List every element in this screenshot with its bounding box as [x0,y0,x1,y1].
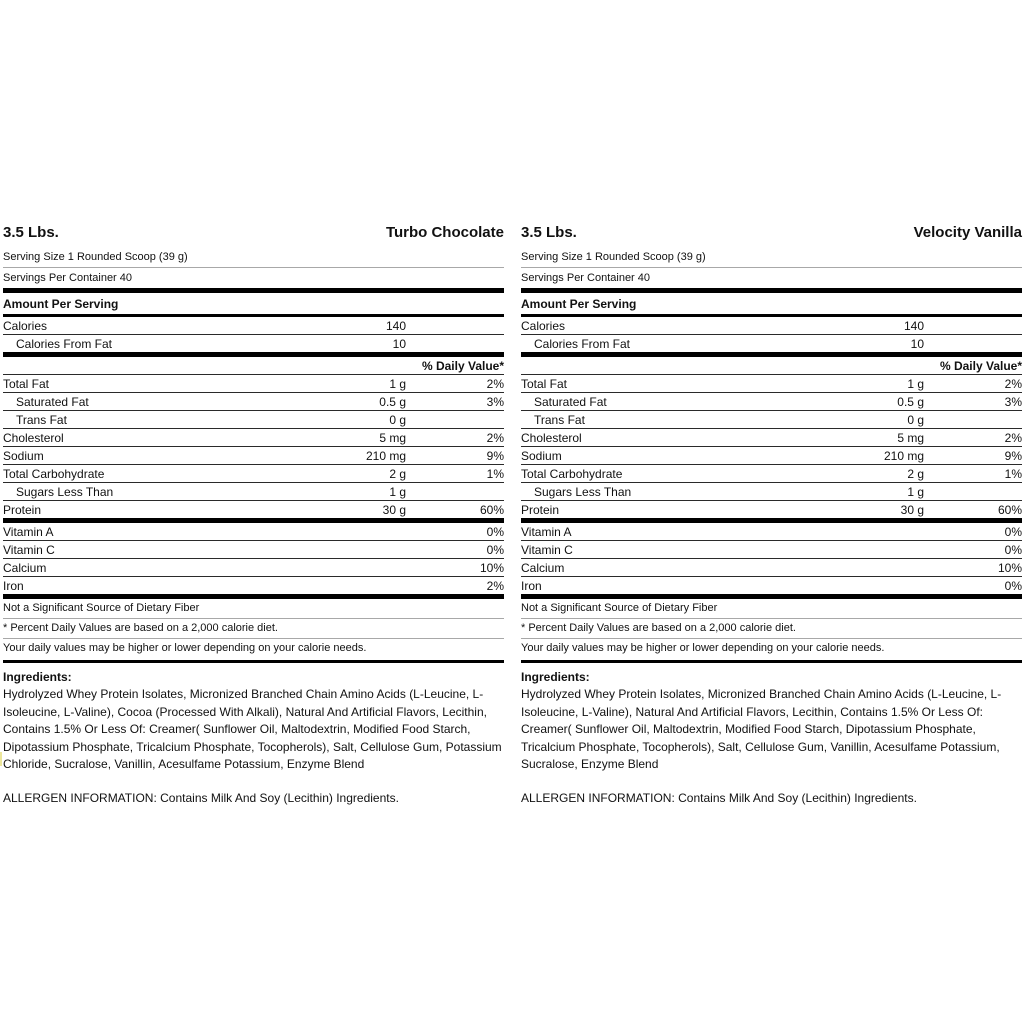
nutrition-label-velocity-vanilla [521,224,1022,805]
nutrient-amount: 1 g [907,376,924,391]
scan-edge-artifact [0,752,2,766]
nutrient-row-sugars [3,483,504,501]
vitamin-row-vitamin-a [3,523,504,541]
ingredients-text: Hydrolyzed Whey Protein Isolates, Micronized Branched Chain Amino Acids (L-Leucine, L-Isoleucine, L-Valine), Cocoa (Processed With Alkali), Natural And Artificial Flavors, Lecithin, Contains 1.5% Or Less Of: Creamer( Sunflower Oil, Maltodextrin, Modified Food Starch, Dipotassium Phosphate, Tricalcium Phosphate, Tocopherols), Salt, Cellulose Gum, Potassium Chloride, Sucralose, Vanillin, Acesulfame Potassium, Enzyme Blend [3,687,502,771]
calories-row [3,317,504,335]
serving-size: Serving Size 1 Rounded Scoop (39 g) [3,249,504,268]
nutrition-label-turbo-chocolate [3,224,504,805]
nutrient-name: Trans Fat [16,412,67,427]
calories-from-fat-amount: 10 [910,336,924,351]
nutrient-daily-value: 1% [486,466,504,481]
calories-amount: 140 [385,318,406,333]
vitamin-row-vitamin-c [3,541,504,559]
vitamin-name: Calcium [3,560,47,575]
nutrient-name: Protein [3,502,42,517]
vitamin-name: Calcium [521,560,565,575]
vitamin-row-calcium [521,559,1022,577]
nutrient-row-trans-fat [3,411,504,429]
nutrient-name: Total Carbohydrate [521,466,623,481]
nutrient-amount: 0 g [907,412,924,427]
medium-divider [521,660,1022,663]
nutrient-daily-value: 2% [1004,430,1022,445]
nutrient-amount: 30 g [382,502,406,517]
nutrient-name: Total Fat [521,376,568,391]
nutrient-name: Sodium [521,448,562,463]
nutrient-daily-value: 3% [486,394,504,409]
serving-size: Serving Size 1 Rounded Scoop (39 g) [521,249,1022,268]
nutrient-row-total-fat [521,375,1022,393]
nutrient-name: Total Carbohydrate [3,466,105,481]
vitamin-daily-value: 0% [486,542,504,557]
nutrient-amount: 30 g [900,502,924,517]
footnote-percent-daily-values: * Percent Daily Values are based on a 2,000 calorie diet. [3,619,504,639]
ingredients-text: Hydrolyzed Whey Protein Isolates, Micronized Branched Chain Amino Acids (L-Leucine, L-Isoleucine, L-Valine), Natural And Artificial Flavors, Lecithin, Contains 1.5% Or Less Of: Creamer( Sunflower Oil, Maltodextrin, Modified Food Starch, Dipotassium Phosphate, Tricalcium Phosphate, Tocopherols), Salt, Cellulose Gum, Vanillin, Acesulfame Potassium, Sucralose, Enzyme Blend [521,687,1002,771]
vitamin-row-calcium [3,559,504,577]
amount-per-serving-heading: Amount Per Serving [3,297,119,311]
footnote-dietary-fiber: Not a Significant Source of Dietary Fiber [3,599,504,619]
nutrient-row-protein [3,501,504,518]
nutrient-daily-value: 9% [1004,448,1022,463]
nutrient-name: Sugars Less Than [534,484,632,499]
nutrition-labels-sheet [3,224,1022,805]
nutrient-daily-value: 3% [1004,394,1022,409]
servings-per-container: Servings Per Container 40 [3,272,133,284]
nutrient-row-total-carbohydrate [521,465,1022,483]
nutrient-amount: 0 g [389,412,406,427]
ingredients-heading: Ingredients: [521,670,590,684]
vitamin-name: Vitamin A [521,524,572,539]
vitamin-name: Iron [3,578,24,593]
flavor-name: Velocity Vanilla [913,224,1022,241]
nutrient-row-saturated-fat [3,393,504,411]
vitamin-name: Vitamin C [521,542,573,557]
vitamin-daily-value: 2% [486,578,504,593]
ingredients-heading: Ingredients: [3,670,72,684]
allergen-info: ALLERGEN INFORMATION: Contains Milk And Soy (Lecithin) Ingredients. [3,790,399,805]
nutrient-amount: 2 g [907,466,924,481]
nutrient-daily-value: 1% [1004,466,1022,481]
servings-per-container: Servings Per Container 40 [521,272,651,284]
product-size: 3.5 Lbs. [3,224,59,241]
flavor-name: Turbo Chocolate [385,224,504,241]
nutrient-amount: 5 mg [379,430,406,445]
nutrient-row-trans-fat [521,411,1022,429]
nutrient-daily-value: 60% [479,502,504,517]
nutrient-name: Trans Fat [534,412,585,427]
calories-from-fat-label: Calories From Fat [16,336,113,351]
nutrient-daily-value: 9% [486,448,504,463]
vitamin-row-iron [521,577,1022,594]
nutrient-name: Sugars Less Than [16,484,114,499]
nutrient-amount: 1 g [389,484,406,499]
vitamin-daily-value: 0% [486,524,504,539]
footnote-percent-daily-values: * Percent Daily Values are based on a 2,000 calorie diet. [521,619,1022,639]
nutrient-amount: 210 mg [883,448,924,463]
vitamin-name: Vitamin C [3,542,55,557]
calories-amount: 140 [903,318,924,333]
vitamin-daily-value: 0% [1004,542,1022,557]
vitamin-row-vitamin-c [521,541,1022,559]
nutrient-amount: 2 g [389,466,406,481]
vitamin-daily-value: 0% [1004,524,1022,539]
vitamin-name: Vitamin A [3,524,54,539]
calories-label: Calories [521,318,566,333]
nutrient-row-cholesterol [521,429,1022,447]
nutrient-row-total-fat [3,375,504,393]
nutrient-amount: 0.5 g [897,394,924,409]
nutrient-daily-value: 2% [486,430,504,445]
allergen-info: ALLERGEN INFORMATION: Contains Milk And Soy (Lecithin) Ingredients. [521,790,917,805]
nutrient-name: Sodium [3,448,44,463]
label-header [3,224,504,241]
footnote-dietary-fiber: Not a Significant Source of Dietary Fiber [521,599,1022,619]
calories-from-fat-label: Calories From Fat [534,336,631,351]
calories-row [521,317,1022,335]
nutrient-amount: 5 mg [897,430,924,445]
nutrient-daily-value: 60% [997,502,1022,517]
nutrient-amount: 210 mg [365,448,406,463]
calories-from-fat-row [521,335,1022,352]
nutrient-row-total-carbohydrate [3,465,504,483]
nutrient-row-sodium [3,447,504,465]
label-header [521,224,1022,241]
nutrient-name: Saturated Fat [534,394,607,409]
nutrient-row-protein [521,501,1022,518]
vitamin-daily-value: 0% [1004,578,1022,593]
nutrient-row-cholesterol [3,429,504,447]
nutrient-name: Cholesterol [3,430,64,445]
nutrient-amount: 1 g [907,484,924,499]
nutrient-row-sugars [521,483,1022,501]
nutrient-amount: 1 g [389,376,406,391]
nutrient-row-saturated-fat [521,393,1022,411]
nutrient-amount: 0.5 g [379,394,406,409]
daily-value-header: % Daily Value* [521,357,1022,375]
nutrient-name: Cholesterol [521,430,582,445]
vitamin-daily-value: 10% [479,560,504,575]
calories-label: Calories [3,318,48,333]
nutrient-daily-value: 2% [486,376,504,391]
footnote-calorie-needs: Your daily values may be higher or lower depending on your calorie needs. [521,642,885,654]
nutrient-row-sodium [521,447,1022,465]
vitamin-daily-value: 10% [997,560,1022,575]
vitamin-row-vitamin-a [521,523,1022,541]
vitamin-name: Iron [521,578,542,593]
calories-from-fat-amount: 10 [392,336,406,351]
amount-per-serving-heading: Amount Per Serving [521,297,637,311]
daily-value-header: % Daily Value* [3,357,504,375]
nutrient-daily-value: 2% [1004,376,1022,391]
nutrient-name: Protein [521,502,560,517]
footnote-calorie-needs: Your daily values may be higher or lower depending on your calorie needs. [3,642,367,654]
medium-divider [3,660,504,663]
nutrient-name: Total Fat [3,376,50,391]
vitamin-row-iron [3,577,504,594]
nutrient-name: Saturated Fat [16,394,89,409]
calories-from-fat-row [3,335,504,352]
product-size: 3.5 Lbs. [521,224,577,241]
